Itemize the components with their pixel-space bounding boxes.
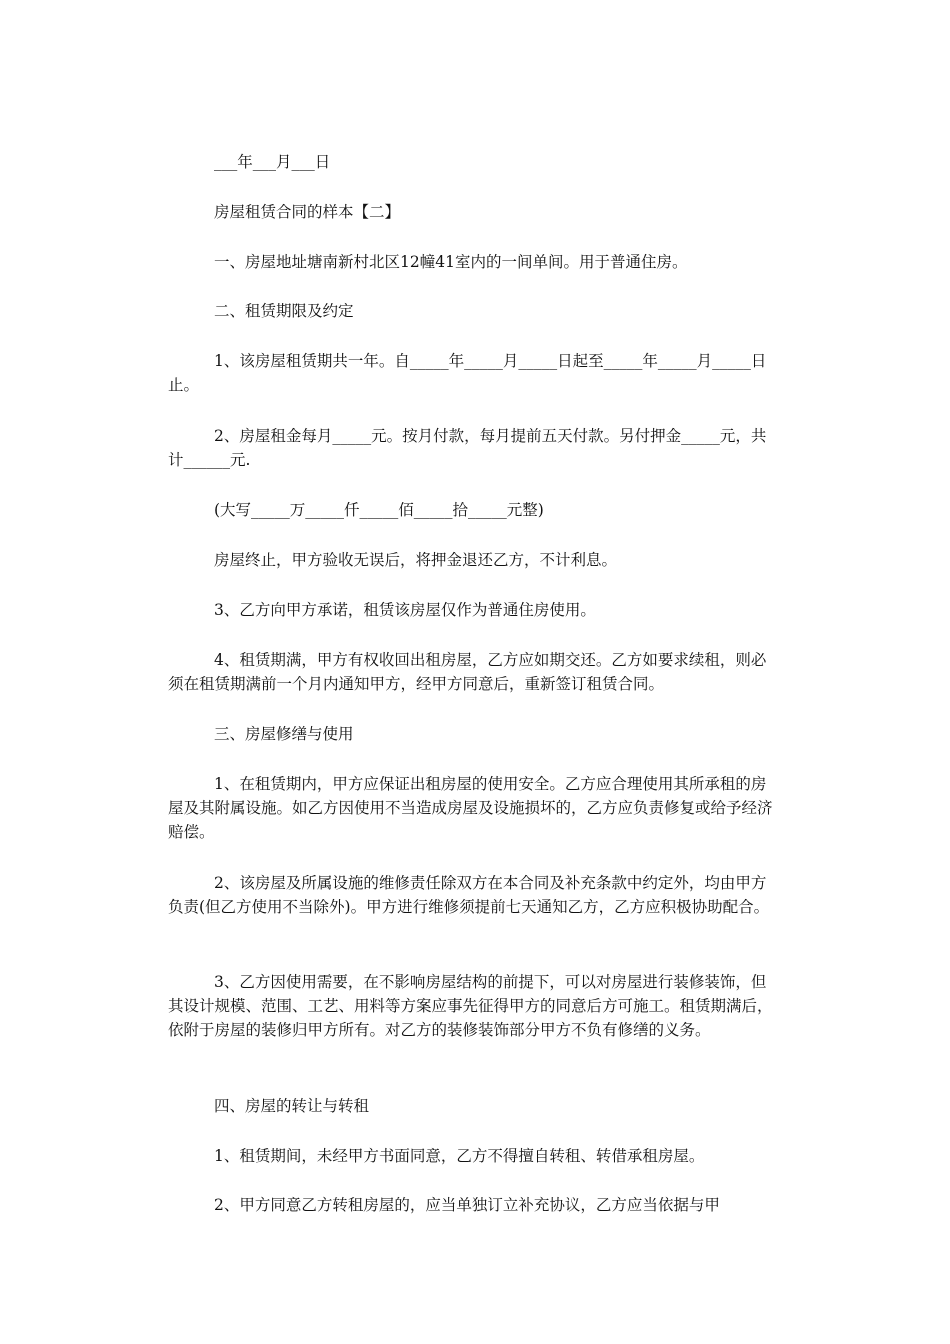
clause-2-3-usage: 3、乙方向甲方承诺，租赁该房屋仅作为普通住房使用。 xyxy=(214,601,596,619)
clause-3-3-decoration: 3、乙方因使用需要，在不影响房屋结构的前提下，可以对房屋进行装修装饰，但其设计规模、范围、工艺、用料等方案应事先征得甲方的同意后方可施工。租赁期满后，依附于房屋的装修归甲方所有。对乙方的装修装饰部分甲方不负有修缮的义务。 xyxy=(168,973,773,1039)
contract-title: 房屋租赁合同的样本【二】 xyxy=(214,203,401,221)
clause-deposit-return: 房屋终止，甲方验收无误后，将押金退还乙方，不计利息。 xyxy=(214,551,618,569)
clause-2-2-rent: 2、房屋租金每月_____元。按月付款，每月提前五天付款。另付押金_____元，共计______元. xyxy=(168,427,767,469)
section-2-heading: 二、租赁期限及约定 xyxy=(214,302,354,320)
clause-4-2-agreement: 2、甲方同意乙方转租房屋的，应当单独订立补充协议，乙方应当依据与甲 xyxy=(214,1196,720,1214)
clause-amount-uppercase: (大写_____万_____仟_____佰_____拾_____元整) xyxy=(214,501,544,519)
section-4-heading: 四、房屋的转让与转租 xyxy=(214,1097,370,1115)
clause-2-1-term: 1、该房屋租赁期共一年。自_____年_____月_____日起至_____年_____月_____日止。 xyxy=(168,352,767,394)
clause-4-1-sublet: 1、租赁期间，未经甲方书面同意，乙方不得擅自转租、转借承租房屋。 xyxy=(214,1147,705,1165)
date-line: ___年___月___日 xyxy=(214,153,331,171)
clause-3-1-safety: 1、在租赁期内，甲方应保证出租房屋的使用安全。乙方应合理使用其所承租的房屋及其附属设施。如乙方因使用不当造成房屋及设施损坏的，乙方应负责修复或给予经济赔偿。 xyxy=(168,775,773,841)
clause-2-4-renewal: 4、租赁期满，甲方有权收回出租房屋，乙方应如期交还。乙方如要求续租，则必须在租赁期满前一个月内通知甲方，经甲方同意后，重新签订租赁合同。 xyxy=(168,651,767,693)
section-3-heading: 三、房屋修缮与使用 xyxy=(214,725,354,743)
clause-3-2-maintenance: 2、该房屋及所属设施的维修责任除双方在本合同及补充条款中约定外，均由甲方负责(但乙方使用不当除外)。甲方进行维修须提前七天通知乙方，乙方应积极协助配合。 xyxy=(168,874,770,916)
clause-1-address: 一、房屋地址塘南新村北区12幢41室内的一间单间。用于普通住房。 xyxy=(214,253,688,271)
